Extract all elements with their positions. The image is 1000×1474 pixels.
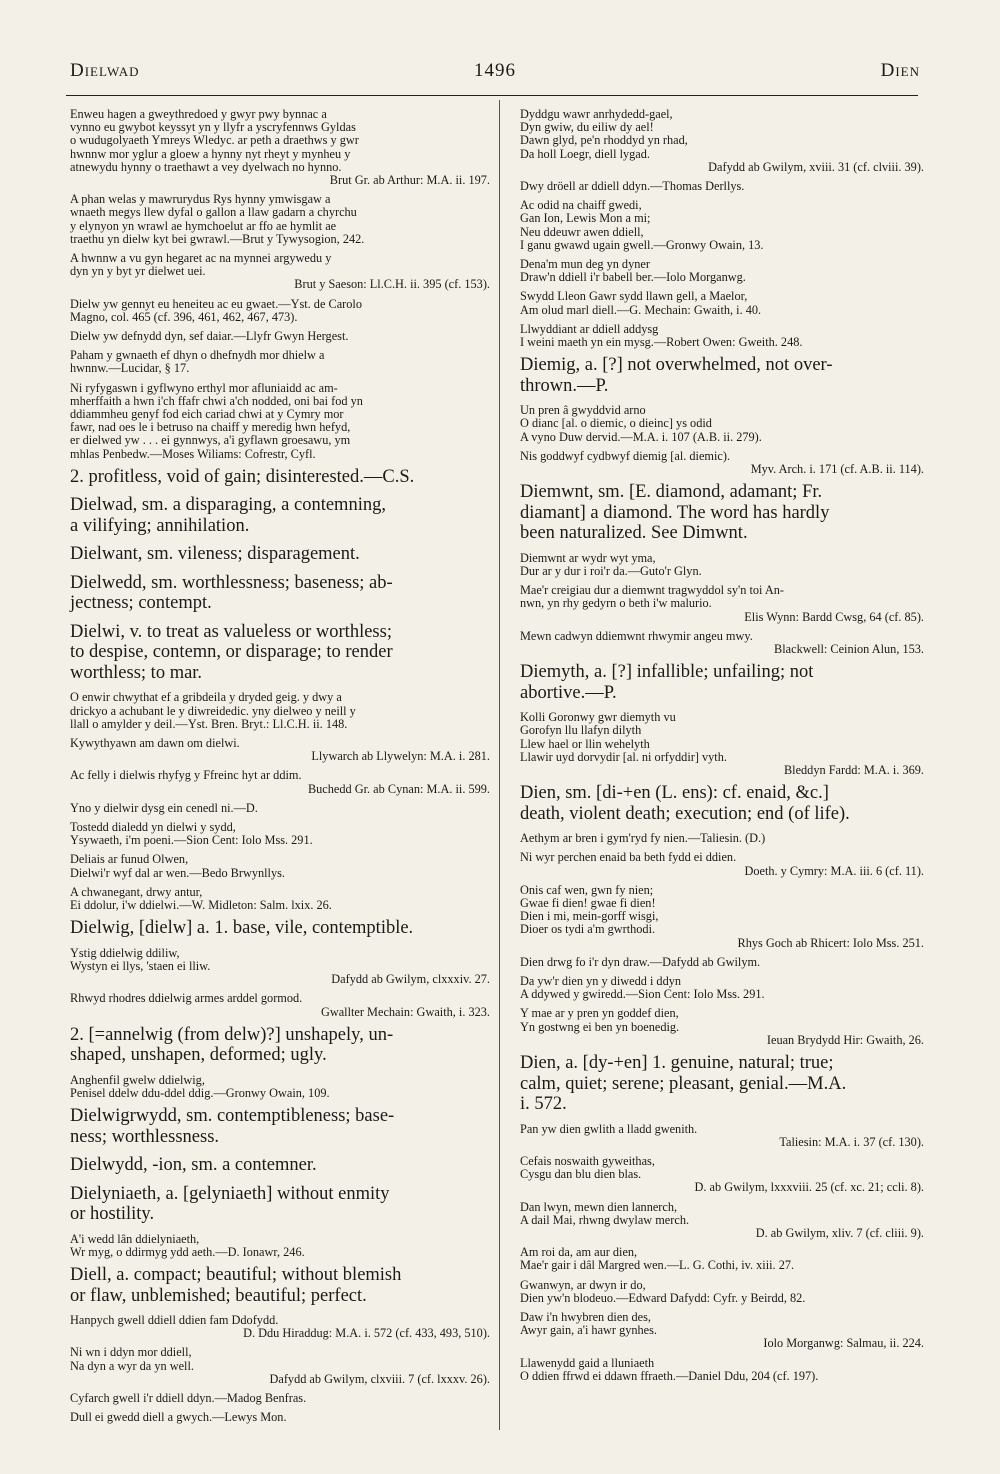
citation-block: [520, 199, 924, 252]
citation-block: [70, 252, 490, 292]
citation-block: [520, 851, 924, 877]
citation-line: Am olud marl diell.—G. Mechain: Gwaith, i. 40.: [520, 303, 762, 317]
citation-block: [520, 1311, 924, 1351]
citation-line: fawr, nad oes le i betruso na chaiff y meredig hwn hefyd,: [70, 421, 351, 435]
citation-line: ddiammheu genyf fod eich cariad chwi at y Cymry mor: [70, 408, 344, 422]
dictionary-entry: [520, 783, 924, 824]
dictionary-entry: [70, 622, 490, 684]
dictionary-entry: [520, 662, 924, 703]
citation-source: D. ab Gwilym, lxxxviii. 25 (cf. xc. 21; ccli. 8).: [694, 1180, 924, 1195]
entry-line: to despise, contemn, or disparage; to render: [70, 642, 393, 663]
citation-source: Doeth. y Cymry: M.A. iii. 6 (cf. 11).: [744, 863, 924, 878]
citation-line: Ei ddolur, i'w ddielwi.—W. Midleton: Salm. lxix. 26.: [70, 899, 332, 913]
citation-line: Diemwnt ar wydr wyt yma,: [520, 551, 656, 565]
citation-line: Dyn gwiw, du eiliw dy ael!: [520, 121, 654, 135]
citation-line: mherffaith a hwn i'ch ffafr chwi a'ch nodded, oni bai fod yn: [70, 394, 363, 408]
entry-line: Dielwedd, sm. worthlessness; baseness; ab-: [70, 572, 393, 593]
citation-block: [70, 1392, 490, 1405]
citation-line: traethu yn dielw kyt bei gwrawl.—Brut y Tywysogion, 242.: [70, 232, 365, 246]
citation-line: A phan welas y mawrurydus Rys hynny ymwisgaw a: [70, 193, 331, 207]
citation-line: Y mae ar y pren yn goddef dien,: [520, 1007, 679, 1021]
entry-line: Dielwad, sm. a disparaging, a contemning,: [70, 495, 386, 516]
citation-source: Rhys Goch ab Rhicert: Iolo Mss. 251.: [737, 935, 924, 950]
entry-line: worthless; to mar.: [70, 662, 203, 683]
citation-line: Penisel ddelw ddu-ddel ddig.—Gronwy Owain, 109.: [70, 1086, 330, 1100]
citation-block: [70, 947, 490, 987]
citation-line: Da holl Loegr, diell lygad.: [520, 147, 650, 161]
entry-line: Dielwant, sm. vileness; disparagement.: [70, 544, 360, 565]
citation-line: Cyfarch gwell i'r ddiell ddyn.—Madog Benfras.: [70, 1392, 307, 1406]
citation-line: O ddien ffrwd ei ddawn ffraeth.—Daniel Ddu, 204 (cf. 197).: [520, 1369, 819, 1383]
citation-line: Gan Ion, Lewis Mon a mi;: [520, 212, 651, 226]
citation-line: Ni wyr perchen enaid ba beth fydd ei ddien.: [520, 851, 737, 865]
citation-source: Dafydd ab Gwilym, xviii. 31 (cf. clviii. 39).: [708, 159, 924, 174]
entry-line: Diell, a. compact; beautiful; without blemish: [70, 1265, 402, 1286]
citation-block: [70, 1411, 490, 1424]
dictionary-entry: [70, 1184, 490, 1225]
citation-block: [70, 1346, 490, 1386]
citation-line: Paham y gwnaeth ef dhyn o dhefnydh mor dhielw a: [70, 349, 325, 363]
entry-line: i. 572.: [520, 1094, 567, 1115]
citation-line: Ni ryfygaswn i gyflwyno erthyl mor afluniaidd ac am-: [70, 381, 338, 395]
citation-line: Wystyn ei llys, 'staen ei lliw.: [70, 959, 211, 973]
running-head-right: Dien: [880, 60, 920, 81]
dictionary-entry: [70, 467, 490, 488]
citation-line: mhlas Penbedw.—Moses Wiliams: Cofrestr, Cyfl.: [70, 447, 316, 461]
dictionary-entry: [70, 1106, 490, 1147]
citation-source: Gwallter Mechain: Gwaith, i. 323.: [320, 1004, 490, 1019]
citation-block: [520, 1357, 924, 1383]
citation-block: [70, 853, 490, 879]
citation-line: Dur ar y dur i roi'r da.—Guto'r Glyn.: [520, 564, 702, 578]
entry-line: Diemig, a. [?] not overwhelmed, not over-: [520, 355, 833, 376]
citation-line: Wr myg, o ddirmyg ydd aeth.—D. Ionawr, 246.: [70, 1245, 305, 1259]
left-column: [70, 108, 490, 1430]
dictionary-entry: [520, 1053, 924, 1115]
page-number: 1496: [474, 60, 516, 81]
citation-line: Yn gostwng ei ben yn boenedig.: [520, 1020, 680, 1034]
citation-line: Dan lwyn, mewn dien lannerch,: [520, 1200, 678, 1214]
citation-line: Llawir uyd dorvydir [al. ni orfyddir] vyth.: [520, 750, 727, 764]
entry-line: Dien, a. [dy-+en] 1. genuine, natural; true;: [520, 1053, 834, 1074]
dictionary-entry: [70, 544, 490, 565]
citation-line: Dielw yw defnydd dyn, sef daiar.—Llyfr Gwyn Hergest.: [70, 330, 349, 344]
dictionary-entry: [70, 1265, 490, 1306]
citation-source: Llywarch ab Llywelyn: M.A. i. 281.: [311, 749, 490, 764]
entry-line: Dielwig, [dielw] a. 1. base, vile, contemptible.: [70, 918, 414, 939]
citation-block: [70, 769, 490, 795]
entry-line: Dielyniaeth, a. [gelyniaeth] without enmity: [70, 1183, 390, 1204]
citation-line: Dielwi'r wyf dal ar wen.—Bedo Brwynllys.: [70, 866, 285, 880]
citation-block: [520, 450, 924, 476]
entry-line: or hostility.: [70, 1204, 155, 1225]
citation-line: er dielwed yw . . . ei gynnwys, a'i gyflawn groesawu, ym: [70, 434, 351, 448]
citation-block: [520, 584, 924, 624]
right-column: [520, 108, 924, 1389]
citation-line: Aethym ar bren i gym'ryd fy nien.—Taliesin. (D.): [520, 832, 766, 846]
citation-block: [70, 193, 490, 246]
citation-line: A chwanegant, drwy antur,: [70, 885, 203, 899]
citation-line: drickyo a achubant le y diwreidedic. yny dielweo y neill y: [70, 704, 356, 718]
citation-block: [520, 180, 924, 193]
citation-block: [520, 832, 924, 845]
citation-block: [70, 1314, 490, 1340]
entry-line: 2. profitless, void of gain; disinterested.—C.S.: [70, 466, 415, 487]
citation-line: hwnnw mor yglur a gloew a hynny nyt rheyt y mynheu y: [70, 147, 351, 161]
entry-line: 2. [=annelwig (from delw)?] unshapely, un-: [70, 1024, 394, 1045]
citation-line: nwn, yn rhy gedyrn o beth i'w malurio.: [520, 597, 712, 611]
citation-line: Daw i'n hwybren dien des,: [520, 1310, 651, 1324]
citation-source: D. Ddu Hiraddug: M.A. i. 572 (cf. 433, 493, 510).: [243, 1326, 490, 1341]
citation-block: [70, 691, 490, 731]
dictionary-entry: [70, 573, 490, 614]
citation-line: Neu ddeuwr awen ddiell,: [520, 225, 644, 239]
citation-line: O enwir chwythat ef a gribdeila y dryded geig. y dwy a: [70, 691, 342, 705]
citation-line: Rhwyd rhodres ddielwig armes arddel gormod.: [70, 992, 303, 1006]
entry-line: Diemwnt, sm. [E. diamond, adamant; Fr.: [520, 482, 823, 503]
citation-line: y elynyon yn wrawl ae hymchoelut ar ffo ae hymlit ae: [70, 219, 337, 233]
citation-line: Llew hael or llin wehelyth: [520, 737, 650, 751]
citation-line: atnewydu hynny o traethawt a vey dyelwach no hynno.: [70, 160, 342, 174]
citation-source: Blackwell: Ceinion Alun, 153.: [774, 641, 924, 656]
citation-line: Tostedd dialedd yn dielwi y sydd,: [70, 821, 236, 834]
citation-line: A'i wedd lân ddielyniaeth,: [70, 1232, 200, 1246]
entry-line: thrown.—P.: [520, 375, 609, 396]
citation-line: Enweu hagen a gweythredoed y gwyr pwy bynnac a: [70, 108, 327, 121]
citation-line: I ganu gwawd ugain gwell.—Gronwy Owain, 13.: [520, 238, 764, 252]
citation-line: Dawn glyd, pe'n rhoddyd yn rhad,: [520, 134, 688, 148]
citation-block: [70, 382, 490, 461]
citation-line: A vyno Duw dervid.—M.A. i. 107 (A.B. ii. 279).: [520, 430, 762, 444]
entry-line: death, violent death; execution; end (of life).: [520, 803, 850, 824]
citation-line: Am roi da, am aur dien,: [520, 1246, 638, 1260]
citation-source: Dafydd ab Gwilym, clxviii. 7 (cf. lxxxv. 26).: [269, 1371, 490, 1386]
citation-line: Kolli Goronwy gwr diemyth vu: [520, 711, 676, 725]
citation-block: [520, 975, 924, 1001]
citation-block: [520, 290, 924, 316]
citation-block: [70, 802, 490, 815]
citation-line: Dyddgu wawr anrhydedd-gael,: [520, 108, 673, 121]
citation-line: A ddywed y gwiredd.—Sion Cent: Iolo Mss. 291.: [520, 988, 765, 1002]
citation-line: vynno eu gwybot keyssyt yn y llyfr a yscryfennws Gyldas: [70, 121, 356, 135]
citation-line: Kywythyawn am dawn om dielwi.: [70, 736, 240, 750]
entry-line: Dien, sm. [di-+en (L. ens): cf. enaid, &c.]: [520, 783, 829, 804]
citation-line: dyn yn y byt yr dielwet uei.: [70, 265, 206, 279]
citation-block: [70, 108, 490, 187]
entry-line: diamant] a diamond. The word has hardly: [520, 502, 830, 523]
citation-source: Buchedd Gr. ab Cynan: M.A. ii. 599.: [307, 781, 490, 796]
entry-line: Dielwigrwydd, sm. contemptibleness; base-: [70, 1106, 395, 1127]
citation-line: Awyr gain, a'i hawr gynhes.: [520, 1324, 658, 1338]
citation-line: A hwnnw a vu gyn hegaret ac na mynnei argywedu y: [70, 252, 332, 266]
citation-block: [520, 258, 924, 284]
citation-source: Myv. Arch. i. 171 (cf. A.B. ii. 114).: [750, 462, 924, 477]
citation-block: [520, 108, 924, 174]
citation-line: Dielw yw gennyt eu heneiteu ac eu gwaet.—Yst. de Carolo: [70, 297, 362, 311]
header-rule: [66, 95, 918, 96]
citation-line: Ac felly i dielwis rhyfyg y Ffreinc hyt ar ddim.: [70, 769, 302, 783]
citation-block: [520, 1201, 924, 1241]
citation-block: [70, 821, 490, 847]
citation-line: Cysgu dan blu dien blas.: [520, 1168, 642, 1182]
citation-line: Anghenfil gwelw ddielwig,: [70, 1073, 205, 1087]
citation-block: [520, 1155, 924, 1195]
citation-line: O dianc [al. o diemic, o dieinc] ys odid: [520, 417, 712, 431]
citation-block: [520, 711, 924, 777]
citation-line: Pan yw dien gwlith a lladd gwenith.: [520, 1122, 698, 1136]
citation-block: [520, 323, 924, 349]
citation-line: A dail Mai, rhwng dwylaw merch.: [520, 1213, 690, 1227]
citation-block: [520, 1123, 924, 1149]
citation-source: Bleddyn Fardd: M.A. i. 369.: [783, 763, 924, 777]
citation-line: Dull ei gwedd diell a gwych.—Lewys Mon.: [70, 1411, 287, 1425]
citation-source: Brut y Saeson: Ll.C.H. ii. 395 (cf. 153).: [294, 277, 490, 292]
citation-line: Dien i mi, mein-gorff wisgi,: [520, 910, 659, 924]
citation-block: [70, 1074, 490, 1100]
citation-line: hwnnw.—Lucidar, § 17.: [70, 362, 190, 376]
citation-line: Onis caf wen, gwn fy nien;: [520, 883, 654, 897]
citation-line: o wudugolyaeth Ymreys Wledyc. ar peth a draethws y gwr: [70, 134, 359, 148]
citation-line: Llawenydd gaid a lluniaeth: [520, 1356, 655, 1370]
dictionary-entry: [70, 495, 490, 536]
entry-line: Diemyth, a. [?] infallible; unfailing; not: [520, 662, 814, 683]
entry-line: ness; worthlessness.: [70, 1126, 220, 1147]
citation-source: Taliesin: M.A. i. 37 (cf. 130).: [779, 1134, 924, 1149]
citation-source: Ieuan Brydydd Hir: Gwaith, 26.: [766, 1032, 924, 1047]
citation-line: Dien drwg fo i'r dyn draw.—Dafydd ab Gwilym.: [520, 955, 761, 969]
citation-line: Llwyddiant ar ddiell addysg: [520, 322, 659, 336]
citation-block: [520, 1279, 924, 1305]
running-head-left: Dielwad: [70, 60, 140, 81]
entry-line: jectness; contempt.: [70, 593, 212, 614]
citation-line: Un pren â gwyddvid arno: [520, 404, 646, 418]
citation-line: Ni wn i ddyn mor ddiell,: [70, 1346, 192, 1360]
citation-source: Elis Wynn: Bardd Cwsg, 64 (cf. 85).: [744, 609, 924, 624]
dictionary-entry: [520, 355, 924, 396]
citation-block: [70, 330, 490, 343]
citation-source: Brut Gr. ab Arthur: M.A. ii. 197.: [329, 173, 490, 188]
citation-block: [70, 886, 490, 912]
citation-block: [520, 404, 924, 444]
citation-line: Mewn cadwyn ddiemwnt rhwymir angeu mwy.: [520, 629, 753, 643]
citation-line: Na dyn a wyr da yn well.: [70, 1359, 194, 1373]
citation-line: Gwanwyn, ar dwyn ir do,: [520, 1278, 646, 1292]
citation-line: Magno, col. 465 (cf. 396, 461, 462, 467, 473).: [70, 310, 298, 324]
citation-line: Dena'm mun deg yn dyner: [520, 258, 650, 272]
dictionary-entry: [70, 1155, 490, 1176]
citation-line: Ysywaeth, i'm poeni.—Sion Cent: Iolo Mss. 291.: [70, 834, 313, 848]
citation-block: [70, 349, 490, 375]
column-divider: [499, 100, 500, 1430]
citation-line: Yno y dielwir dysg ein cenedl ni.—D.: [70, 801, 258, 815]
citation-block: [520, 1007, 924, 1047]
citation-line: Swydd Lleon Gawr sydd llawn gell, a Maelor,: [520, 290, 748, 304]
citation-source: D. ab Gwilym, xliv. 7 (cf. cliii. 9).: [755, 1225, 924, 1240]
citation-line: Gwae fi dien! gwae fi dien!: [520, 897, 656, 911]
citation-block: [520, 1246, 924, 1272]
citation-source: Iolo Morganwg: Salmau, ii. 224.: [763, 1336, 924, 1351]
dictionary-entry: [520, 482, 924, 544]
entry-line: Dielwydd, -ion, sm. a contemner.: [70, 1155, 317, 1176]
citation-line: Mae'r gair i dâl Margred wen.—L. G. Cothi, iv. xiii. 27.: [520, 1259, 795, 1273]
citation-line: Nis goddwyf cydbwyf diemig [al. diemic).: [520, 449, 731, 463]
citation-line: Gorofyn llu llafyn dilyth: [520, 724, 642, 738]
entry-line: a vilifying; annihilation.: [70, 515, 250, 536]
citation-line: wnaeth megys llew dyfal o gallon a llaw gadarn a chyrchu: [70, 206, 357, 220]
entry-line: abortive.—P.: [520, 682, 617, 703]
citation-line: Draw'n ddiell i'r babell ber.—Iolo Morganwg.: [520, 271, 746, 285]
citation-block: [520, 630, 924, 656]
citation-line: I weini maeth yn ein mysg.—Robert Owen: Gweith. 248.: [520, 336, 803, 350]
citation-line: Ystig ddielwig ddiliw,: [70, 946, 180, 960]
citation-line: Cefais noswaith gyweithas,: [520, 1154, 655, 1168]
citation-line: Mae'r creigiau dur a diemwnt tragwyddol sy'n toi An-: [520, 584, 784, 598]
citation-line: llall o amylder y deil.—Yst. Bren. Bryt.: Ll.C.H. ii. 148.: [70, 717, 348, 731]
entry-line: shaped, unshapen, deformed; ugly.: [70, 1045, 327, 1066]
citation-block: [70, 1233, 490, 1259]
citation-line: Ac odid na chaiff gwedi,: [520, 199, 642, 213]
citation-line: Da yw'r dien yn y diwedd i ddyn: [520, 975, 682, 989]
dictionary-entry: [70, 918, 490, 939]
citation-line: Dioer os tydi a'm gwrthodi.: [520, 923, 656, 937]
citation-block: [70, 737, 490, 763]
citation-block: [520, 884, 924, 950]
citation-block: [520, 552, 924, 578]
entry-line: calm, quiet; serene; pleasant, genial.—M.A.: [520, 1073, 847, 1094]
citation-block: [70, 298, 490, 324]
page-header: [70, 60, 920, 86]
citation-source: Dafydd ab Gwilym, clxxxiv. 27.: [331, 972, 490, 987]
citation-line: Dwy dröell ar ddiell ddyn.—Thomas Derllys.: [520, 180, 745, 194]
citation-line: Hanpych gwell ddiell ddien fam Ddofydd.: [70, 1314, 279, 1328]
entry-line: or flaw, unblemished; beautiful; perfect.: [70, 1285, 367, 1306]
dictionary-entry: [70, 1025, 490, 1066]
citation-line: Deliais ar funud Olwen,: [70, 853, 189, 867]
entry-line: been naturalized. See Dimwnt.: [520, 523, 748, 544]
citation-block: [520, 956, 924, 969]
entry-line: Dielwi, v. to treat as valueless or worthless;: [70, 621, 392, 642]
citation-line: Dien yw'n blodeuo.—Edward Dafydd: Cyfr. y Beirdd, 82.: [520, 1291, 806, 1305]
citation-block: [70, 992, 490, 1018]
